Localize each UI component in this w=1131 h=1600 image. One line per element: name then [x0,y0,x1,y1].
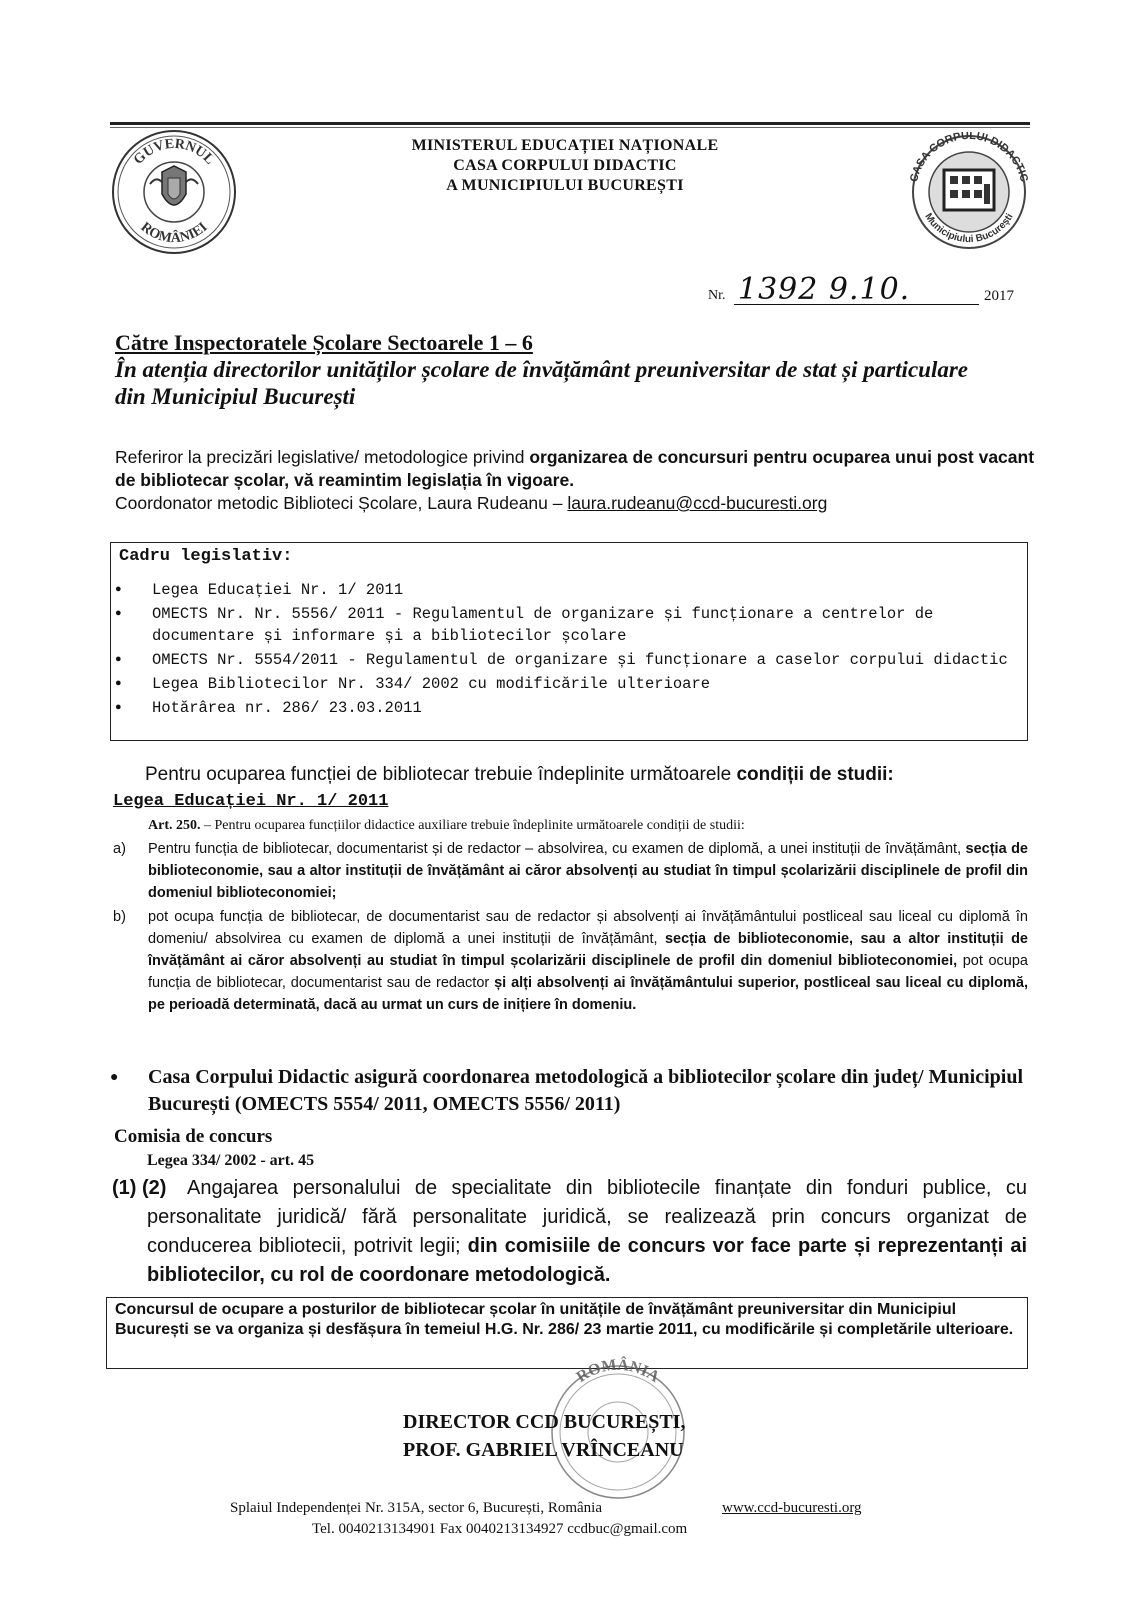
bullet-icon: ● [115,654,122,666]
ccd-logo [898,132,1040,250]
reference-paragraph [115,446,1035,515]
government-seal-icon [110,128,238,256]
header-rule-thin [110,127,1030,128]
item-text: pot ocupa funcția de bibliotecar, de documentarist sau de redactor și absolvenți ai învățământului postliceal sau liceal cu diplomă în domeniu/ absolvirea cu examen de diplomă a unei instituții de învățământ, secția de biblioteconomie, sau a altor instituții de învățământ ai căror absolvenți au studiat în timpul școlarizării disciplinele de profil din domeniul biblioteconomiei, pot ocupa funcția de bibliotecar, documentarist sau de redactor și alți absolvenți ai învățământului superior, postliceal sau liceal cu diplomă, pe perioadă determinată, dacă au urmat un curs de inițiere în domeniu. [148,909,1028,1013]
director-name: PROF. GABRIEL VRÎNCEANU [403,1439,684,1461]
education-law-title: Legea Educației Nr. 1/ 2011 [113,792,389,811]
article-250: Art. 250. – Pentru ocuparea funcțiilor didactice auxiliare trebuie îndeplinite următoarele condiții de studii: [148,818,745,833]
item-label: a) [113,841,126,857]
addressee-title: Către Inspectoratele Școlare Sectoarele 1 – 6 [115,330,533,355]
bullet-icon: ● [115,584,122,596]
director-title: DIRECTOR CCD BUCUREȘTI, [403,1411,686,1433]
paragraph-text: Angajarea personalului de specialitate din bibliotecile finanțate din fonduri publice, cu personalitate juridică/ fără personalitate juridică, se realizează prin concurs organizat de conducerea bibliotecii, potrivit legii; din comisiile de concurs vor face parte și reprezentanți ai bibliotecilor, cu rol de coordonare metodologică. [147,1177,1027,1286]
commission-title: Comisia de concurs [114,1126,273,1147]
government-seal-logo [110,128,238,256]
ccd-logo-text-top: CASA CORPULUI DIDACTIC [908,132,1030,184]
bullet-icon: ● [115,702,122,714]
seal-text-top: GUVERNUL [131,136,217,168]
conditions-heading: Pentru ocuparea funcției de bibliotecar trebuie îndeplinite următoarele condiții de studii: [145,764,894,785]
condition-item-a [113,838,1028,904]
commission-law: Legea 334/ 2002 - art. 45 [147,1152,315,1169]
ministry-line-3: A MUNICIPIULUI BUCUREȘTI [446,177,684,194]
list-item: ● OMECTS Nr. Nr. 5556/ 2011 - Regulamentul de organizare și funcționare a centrelor de documentare și informare și a bibliotecilor școlare [115,605,934,645]
paragraph-number: (1) (2) [112,1177,167,1199]
addressee-attention: În atenția directorilor unităților școlare de învățământ preuniversitar de stat și particulare din Municipiul București [115,357,968,409]
coordinator-email-link[interactable]: laura.rudeanu@ccd-bucuresti.org [567,493,828,513]
list-item: ● Legea Bibliotecilor Nr. 334/ 2002 cu modificările ulterioare [115,675,711,693]
condition-item-b [113,906,1028,1038]
hg-notice-text: Concursul de ocupare a posturilor de bibliotecar școlar în unitățile de învățământ preuniversitar din Municipiul București se va organiza și desfășura în temeiul H.G. Nr. 286/ 23 martie 2011, cu modificările și completările ulterioare. [115,1301,1014,1338]
reference-bold: organizarea de concursuri pentru ocuparea unui post vacant de bibliotecar școlar, vă reamintim legislația în vigoare. [115,447,1035,490]
item-label: b) [113,909,126,925]
legal-framework-title: Cadru legislativ: [119,547,293,566]
list-item: ● Legea Educației Nr. 1/ 2011 [115,581,404,599]
director-signature [403,1408,685,1464]
list-item: ● OMECTS Nr. 5554/2011 - Regulamentul de organizare și funcționare a caselor corpului didactic [115,651,1008,669]
registration-handwritten: 1392 9.10. [738,272,911,307]
footer-contact: Tel. 0040213134901 Fax 0040213134927 ccdbuc@gmail.com [312,1521,688,1537]
ccd-logo-text-bottom: Municipiului București [922,211,1016,246]
bullet-icon: ● [110,1070,119,1085]
header-rule [110,122,1030,125]
ministry-line-2: CASA CORPULUI DIDACTIC [453,157,677,174]
bullet-icon: ● [115,678,122,690]
footer-address: Splaiul Independenței Nr. 315A, sector 6, București, România [230,1500,603,1516]
registration-label: Nr. [708,288,726,303]
reference-coordinator: Coordonator metodic Biblioteci Școlare, Laura Rudeanu – [115,493,568,513]
legal-framework-box [110,542,1028,741]
legal-framework-list [111,579,1026,721]
item-text: Pentru funcția de bibliotecar, documentarist și de redactor – absolvirea, cu examen de diplomă, a unei instituții de învățământ, secția de biblioteconomie, sau a altor instituții de învățământ ai căror absolvenți au studiat în timpul școlarizării disciplinele de profil din domeniul biblioteconomiei; [148,841,1028,901]
ministry-header [330,136,800,196]
bullet-icon: ● [115,608,122,620]
seal-text-bottom: ROMÂNIEI [137,219,211,247]
stamp-text: ROMÂNIA [573,1356,663,1387]
registration-number [708,274,1038,314]
registration-year: 2017 [984,288,1014,304]
ccd-emblem-icon [898,132,1040,250]
list-item: ● Hotărârea nr. 286/ 23.03.2011 [115,699,422,717]
ministry-line-1: MINISTERUL EDUCAȚIEI NAȚIONALE [411,137,719,154]
footer-website-link[interactable]: www.ccd-bucuresti.org [722,1500,862,1516]
reference-intro: Referiror la precizări legislative/ metodologice privind [115,447,530,467]
